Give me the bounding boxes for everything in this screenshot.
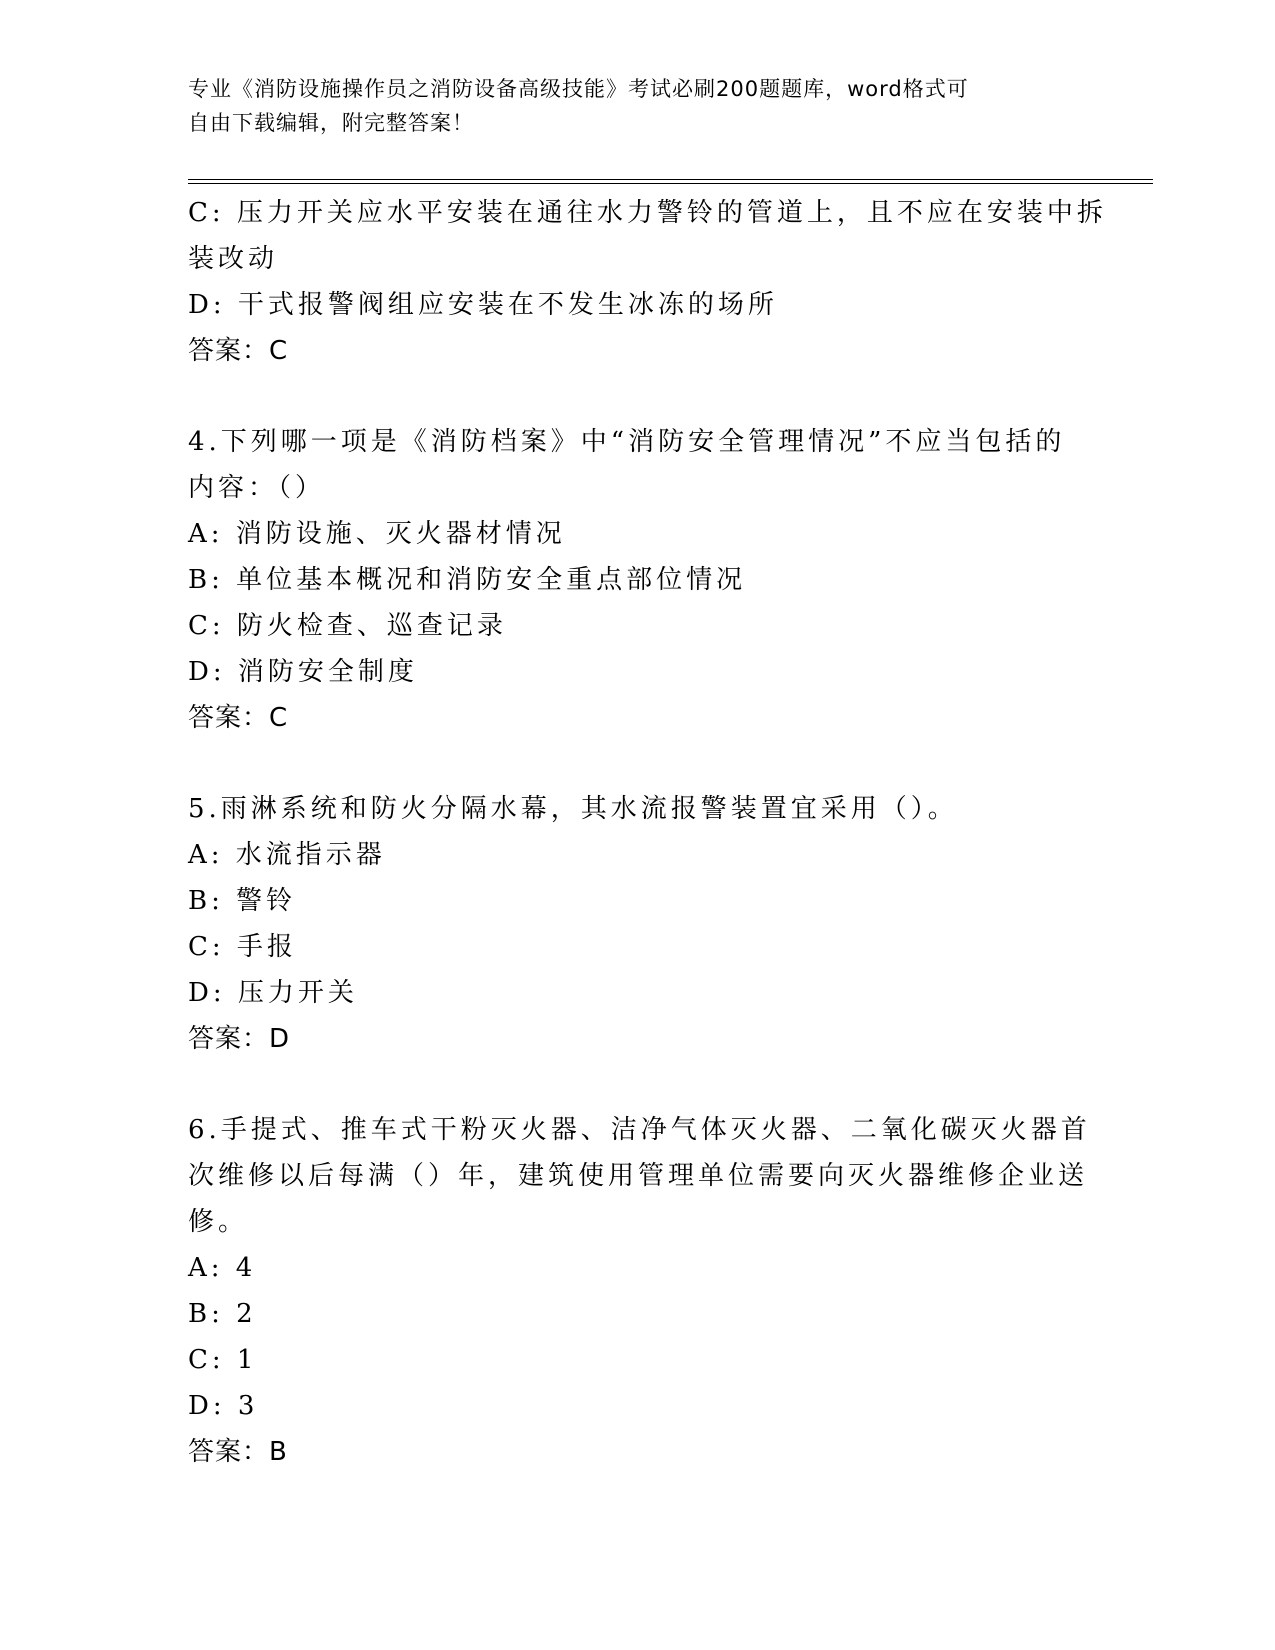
q6-option-a: A: 4: [188, 1253, 257, 1283]
q4-option-a: A: 消防设施、灭火器材情况: [188, 519, 566, 549]
q5-option-c: C: 手报: [188, 932, 297, 962]
q4-stem-line-2: 内容：（）: [188, 473, 326, 503]
question-4: [188, 419, 1068, 741]
spacer: [188, 741, 1068, 786]
q6-stem-line-1: 6.手提式、推车式干粉灭火器、洁净气体灭火器、二氧化碳灭火器首: [188, 1115, 1091, 1145]
q6-stem-line-3: 修。: [188, 1207, 249, 1237]
q6-stem-line-2: 次维修以后每满（）年，建筑使用管理单位需要向灭火器维修企业送: [188, 1161, 1089, 1191]
q3-option-c-line-2: 装改动: [188, 244, 279, 274]
q5-option-d: D: 压力开关: [188, 978, 358, 1008]
q3-option-d: D: 干式报警阀组应安装在不发生冰冻的场所: [188, 290, 778, 320]
q5-answer: 答案：D: [188, 1024, 291, 1054]
q6-option-c: C: 1: [188, 1345, 258, 1375]
q4-stem-line-1: 4.下列哪一项是《消防档案》中“消防安全管理情况”不应当包括的: [188, 427, 1066, 457]
header-divider-top: [188, 179, 1153, 180]
q6-option-d: D: 3: [188, 1391, 259, 1421]
header-line-2: 自由下载编辑，附完整答案！: [188, 111, 474, 135]
q5-stem-line-1: 5.雨淋系统和防火分隔水幕，其水流报警装置宜采用（）。: [188, 794, 958, 824]
question-3: [188, 190, 1107, 374]
question-6: [188, 1107, 1091, 1475]
spacer: [188, 1062, 1068, 1107]
header-divider-bottom: [188, 183, 1153, 184]
document-header: [188, 72, 1068, 140]
q6-answer: 答案：B: [188, 1437, 288, 1467]
q4-answer: 答案：C: [188, 703, 289, 733]
q4-option-b: B: 单位基本概况和消防安全重点部位情况: [188, 565, 747, 595]
document-body: [188, 190, 1107, 1475]
q5-option-a: A: 水流指示器: [188, 840, 386, 870]
q4-option-c: C: 防火检查、巡查记录: [188, 611, 507, 641]
q3-answer: 答案：C: [188, 336, 289, 366]
q4-option-d: D: 消防安全制度: [188, 657, 418, 687]
header-line-1: 专业《消防设施操作员之消防设备高级技能》考试必刷200题题库，word格式可: [188, 77, 969, 101]
q5-option-b: B: 警铃: [188, 886, 297, 916]
spacer: [188, 374, 1068, 419]
q6-option-b: B: 2: [188, 1299, 257, 1329]
question-5: [188, 786, 1068, 1062]
q3-option-c-line-1: C: 压力开关应水平安装在通往水力警铃的管道上，且不应在安装中拆: [188, 198, 1107, 228]
